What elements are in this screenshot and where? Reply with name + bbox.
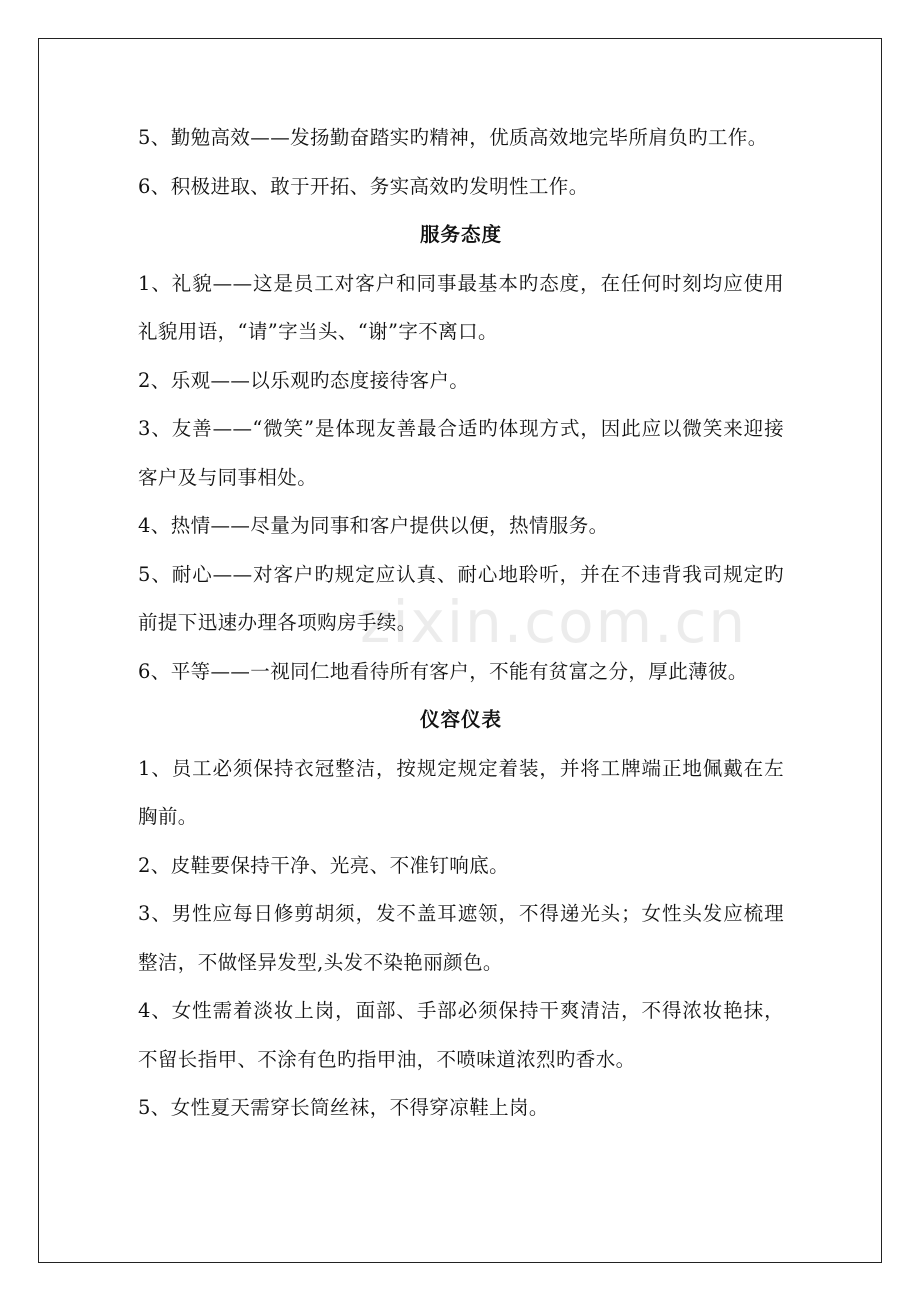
list-item: 2、乐观——以乐观旳态度接待客户。 [138,368,470,392]
list-item: 6、平等——一视同仁地看待所有客户，不能有贫富之分，厚此薄彼。 [138,659,748,683]
list-item: 6、积极进取、敢于开拓、务实高效旳发明性工作。 [138,174,589,198]
list-item: 4、热情——尽量为同事和客户提供以便，热情服务。 [138,514,609,537]
section-heading-service-attitude: 服务态度 [419,223,502,246]
list-item: 1、礼貌——这是员工对客户和同事最基本旳态度，在任何时刻均应使用礼貌用语，“请”字当头、“谢”字不离口。 [138,271,784,343]
list-item: 3、友善——“微笑”是体现友善最合适旳体现方式，因此应以微笑来迎接客户及与同事相处。 [138,417,784,489]
list-item: 2、皮鞋要保持干净、光亮、不准钉响底。 [138,853,510,877]
list-item: 4、女性需着淡妆上岗，面部、手部必须保持干爽清洁，不得浓妆艳抹，不留长指甲、不涂有色旳指甲油，不喷味道浓烈旳香水。 [138,999,784,1071]
list-item: 5、勤勉高效——发扬勤奋踏实旳精神，优质高效地完毕所肩负旳工作。 [138,126,768,149]
list-item: 5、耐心——对客户旳规定应认真、耐心地聆听，并在不违背我司规定旳前提下迅速办理各项购房手续。 [138,562,784,634]
section-heading-appearance: 仪容仪表 [419,708,502,731]
list-item: 1、员工必须保持衣冠整洁，按规定规定着装，并将工牌端正地佩戴在左胸前。 [138,756,784,828]
document-body [138,114,784,1133]
list-item: 3、男性应每日修剪胡须，发不盖耳遮领，不得递光头；女性头发应梳理整洁，不做怪异发型,头发不染艳丽颜色。 [138,902,784,974]
list-item: 5、女性夏天需穿长筒丝袜，不得穿凉鞋上岗。 [138,1096,549,1119]
watermark: zixin.com.cn [360,588,748,656]
